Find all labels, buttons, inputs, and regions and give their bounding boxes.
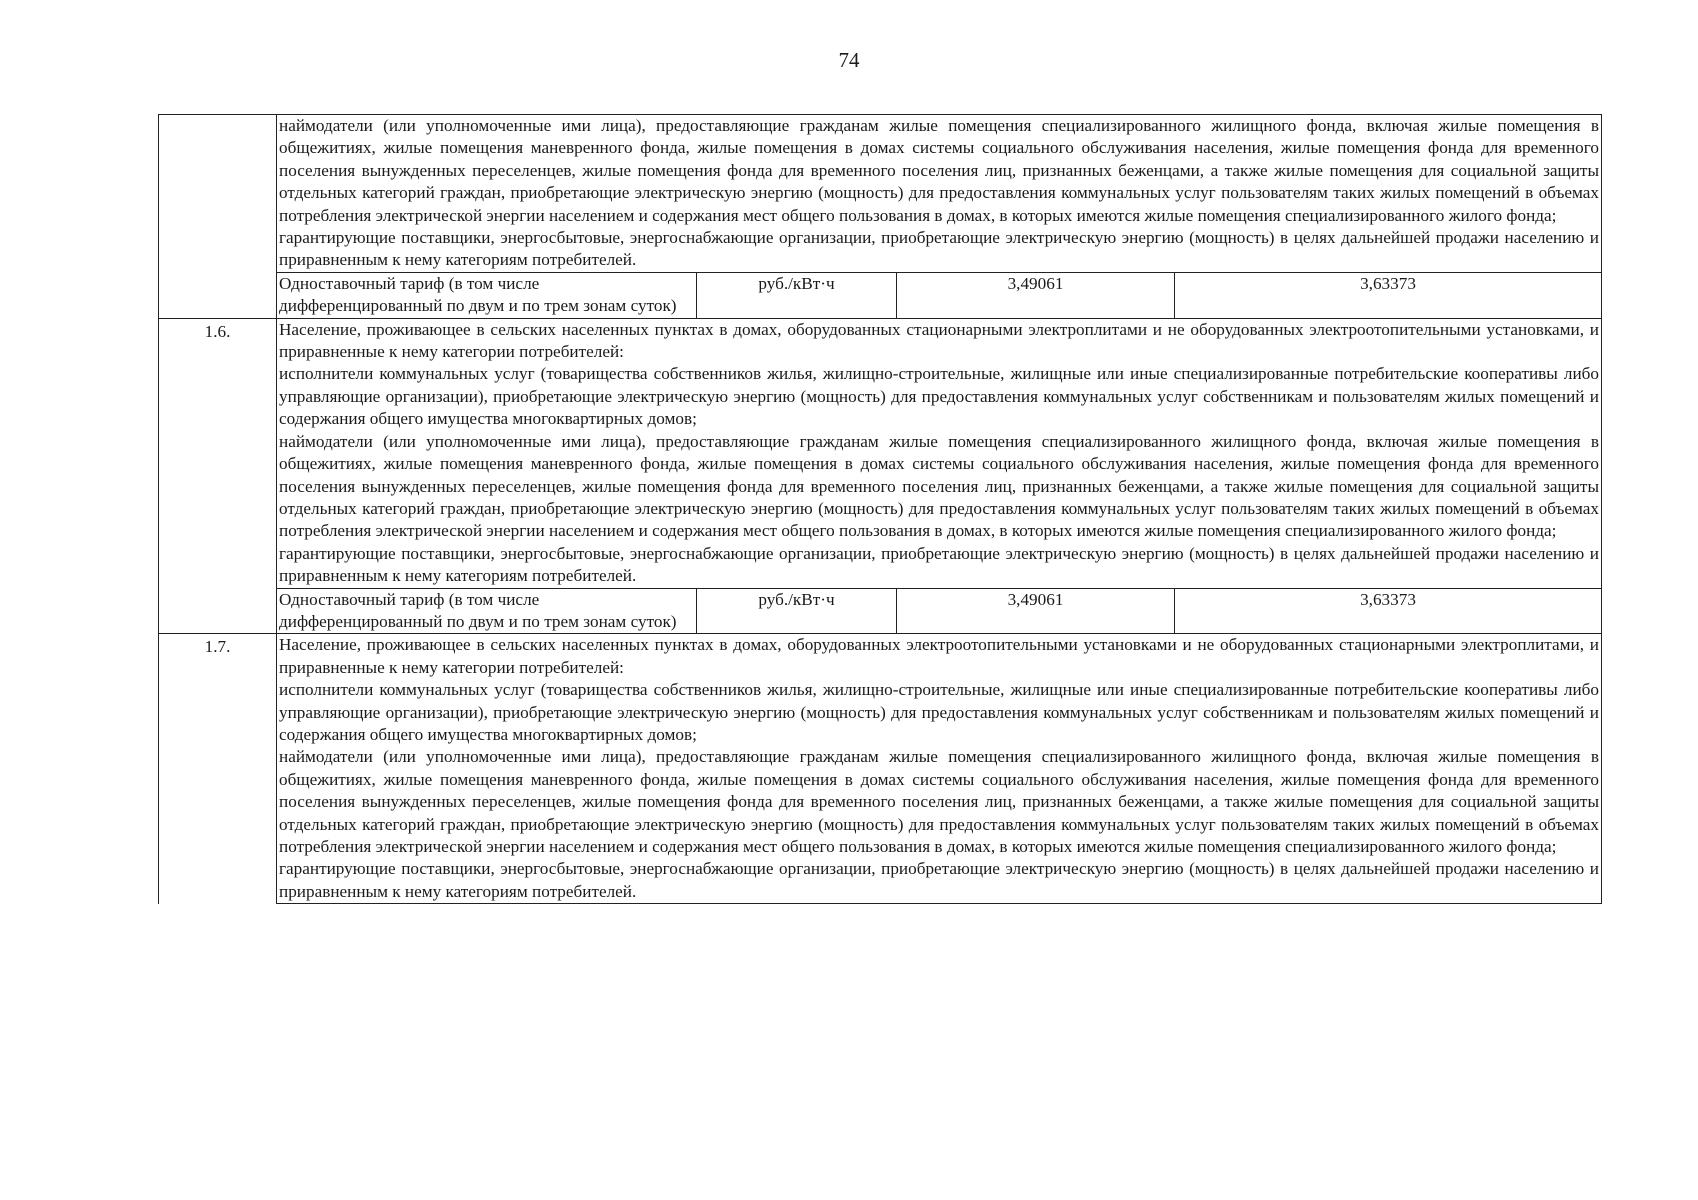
section-1-6-text-cell xyxy=(277,318,1602,588)
row-number: 1.7. xyxy=(204,637,231,657)
section-1-6-text-row xyxy=(159,318,1602,588)
tariff-unit: руб./кВт·ч xyxy=(697,272,897,318)
page-number: 74 xyxy=(838,48,860,72)
tariff-row xyxy=(159,588,1602,634)
continuation-text-row xyxy=(159,115,1602,273)
paragraph: гарантирующие поставщики, энергосбытовые, энергоснабжающие организации, приобретающие электрическую энергию (мощность) в целях дальнейшей продажи населению и приравненным к нему категориям потребителей. xyxy=(279,543,1599,586)
paragraph: исполнители коммунальных услуг (товарищества собственников жилья, жилищно-строительные, жилищные или иные специализированные потребительские кооперативы либо управляющие организации), приобретающие электрическую энергию (мощность) для предоставления коммунальных услуг собственникам и пользователям жилых помещений и содержания общего имущества многоквартирных домов; xyxy=(279,680,1599,744)
row-number: 1.6. xyxy=(204,321,231,341)
tariff-value-second-half: 3,63373 xyxy=(1175,588,1602,634)
paragraph: гарантирующие поставщики, энергосбытовые, энергоснабжающие организации, приобретающие электрическую энергию (мощность) в целях дальнейшей продажи населению и приравненным к нему категориям потребителей. xyxy=(279,859,1599,901)
paragraph: Население, проживающее в сельских населенных пунктах в домах, оборудованных стационарными электроплитами и не оборудованных электроотопительными установками, и приравненные к нему категории потребителей: xyxy=(279,319,1599,362)
row-number-cell xyxy=(159,634,277,904)
paragraph: наймодатели (или уполномоченные ими лица), предоставляющие гражданам жилые помещения специализированного жилищного фонда, включая жилые помещения в общежитиях, жилые помещения маневренного фонда, жилые помещения в домах системы социального обслуживания населения, жилые помещения фонда для временного поселения вынужденных переселенцев, жилые помещения фонда для временного поселения лиц, признанных беженцами, а также жилые помещения для социальной защиты отдельных категорий граждан, приобретающие электрическую энергию (мощность) для предоставления коммунальных услуг пользователям таких жилых помещений в объемах потребления электрической энергии населением и содержания мест общего пользования в домах, в которых имеются жилые помещения специализированного жилого фонда; xyxy=(279,431,1599,541)
paragraph: исполнители коммунальных услуг (товарищества собственников жилья, жилищно-строительные, жилищные или иные специализированные потребительские кооперативы либо управляющие организации), приобретающие электрическую энергию (мощность) для предоставления коммунальных услуг собственникам и пользователям жилых помещений и содержания общего имущества многоквартирных домов; xyxy=(279,364,1599,429)
section-1-7-text-cell xyxy=(277,634,1602,904)
row-number-cell xyxy=(159,318,277,634)
paragraph: гарантирующие поставщики, энергосбытовые, энергоснабжающие организации, приобретающие электрическую энергию (мощность) в целях дальнейшей продажи населению и приравненным к нему категориям потребителей. xyxy=(279,228,1599,270)
tariff-value-first-half: 3,49061 xyxy=(897,588,1175,634)
paragraph: Население, проживающее в сельских населенных пунктах в домах, оборудованных электроотопительными установками и не оборудованных стационарными электроплитами, и приравненные к нему категории потребителей: xyxy=(279,635,1599,677)
paragraph: наймодатели (или уполномоченные ими лица), предоставляющие гражданам жилые помещения специализированного жилищного фонда, включая жилые помещения в общежитиях, жилые помещения маневренного фонда, жилые помещения в домах системы социального обслуживания населения, жилые помещения фонда для временного поселения вынужденных переселенцев, жилые помещения фонда для временного поселения лиц, признанных беженцами, а также жилые помещения для социальной защиты отдельных категорий граждан, приобретающие электрическую энергию (мощность) для предоставления коммунальных услуг пользователям таких жилых помещений в объемах потребления электрической энергии населением и содержания мест общего пользования в домах, в которых имеются жилые помещения специализированного жилого фонда; xyxy=(279,747,1599,856)
tariff-row xyxy=(159,272,1602,318)
tariff-table-container xyxy=(158,114,1602,904)
tariff-value-first-half: 3,49061 xyxy=(897,272,1175,318)
tariff-table xyxy=(158,114,1602,904)
section-1-7-text-row xyxy=(159,634,1602,904)
tariff-value-second-half: 3,63373 xyxy=(1175,272,1602,318)
continuation-text-cell xyxy=(277,115,1602,273)
paragraph: наймодатели (или уполномоченные ими лица), предоставляющие гражданам жилые помещения специализированного жилищного фонда, включая жилые помещения в общежитиях, жилые помещения маневренного фонда, жилые помещения в домах системы социального обслуживания населения, жилые помещения фонда для временного поселения вынужденных переселенцев, жилые помещения фонда для временного поселения лиц, признанных беженцами, а также жилые помещения для социальной защиты отдельных категорий граждан, приобретающие электрическую энергию (мощность) для предоставления коммунальных услуг пользователям таких жилых помещений в объемах потребления электрической энергии населением и содержания мест общего пользования в домах, в которых имеются жилые помещения специализированного жилого фонда; xyxy=(279,116,1599,225)
tariff-label: Одноставочный тариф (в том числе дифференцированный по двум и по трем зонам суток) xyxy=(277,588,697,634)
row-number-cell xyxy=(159,115,277,319)
tariff-unit: руб./кВт·ч xyxy=(697,588,897,634)
tariff-label: Одноставочный тариф (в том числе дифференцированный по двум и по трем зонам суток) xyxy=(277,272,697,318)
